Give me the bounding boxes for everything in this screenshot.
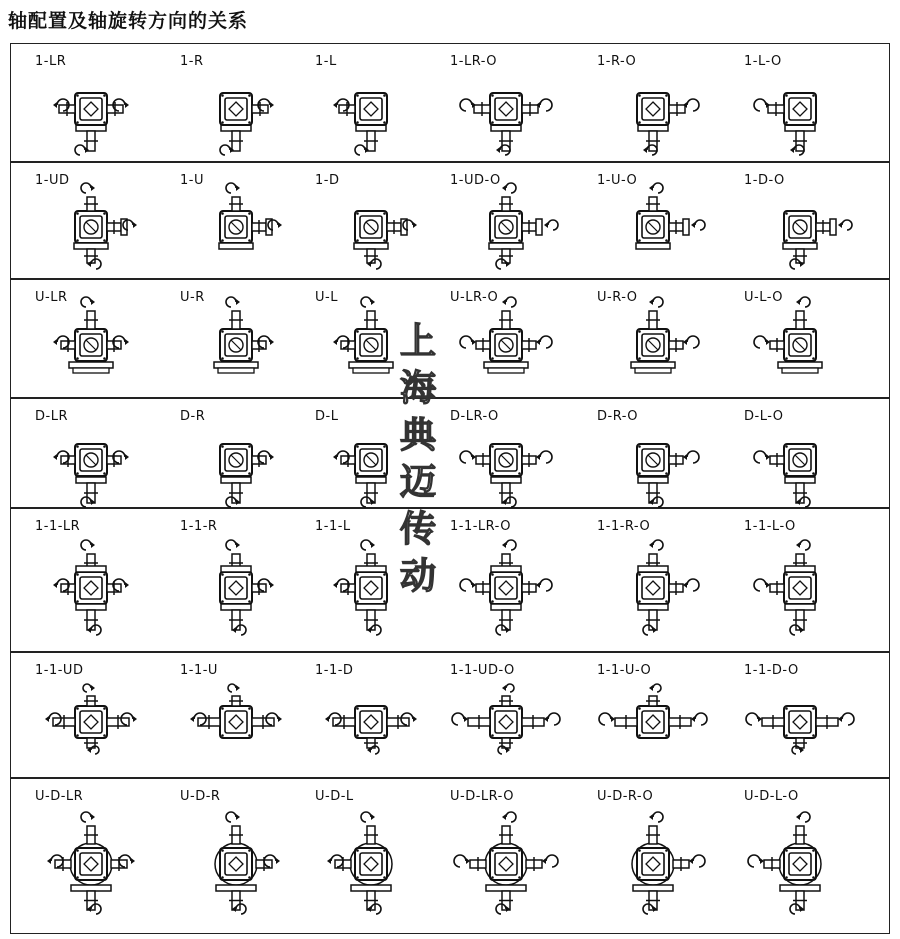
watermark-shanghai-dianmai-transmission	[393, 318, 443, 600]
configuration-cell	[309, 163, 455, 278]
configuration-label: U-D-LR	[35, 789, 84, 804]
configuration-row-double-vertical	[11, 653, 889, 779]
configuration-cell	[29, 509, 175, 651]
configuration-label: D-R-O	[597, 409, 638, 424]
watermark-char: 动	[399, 556, 436, 597]
gearbox-diagram-icon	[591, 653, 737, 779]
configuration-label: 1-1-L-O	[744, 519, 796, 534]
gearbox-diagram-icon	[591, 44, 737, 163]
gearbox-diagram-icon	[29, 399, 175, 509]
configuration-cell	[738, 44, 884, 161]
configuration-cell	[591, 779, 737, 933]
configuration-cell	[591, 653, 737, 777]
configuration-label: 1-1-UD-O	[450, 663, 515, 678]
configuration-cell	[738, 653, 884, 777]
configuration-cell	[591, 280, 737, 397]
configuration-label: 1-D	[315, 173, 340, 188]
configuration-cell	[591, 399, 737, 507]
configuration-label: U-L-O	[744, 290, 784, 305]
watermark-char: 迈	[399, 462, 436, 503]
gearbox-diagram-icon	[174, 399, 320, 509]
gearbox-diagram-icon	[738, 653, 884, 779]
gearbox-diagram-icon	[174, 653, 320, 779]
configuration-cell	[29, 399, 175, 507]
configuration-cell	[738, 280, 884, 397]
configuration-label: 1-1-R	[180, 519, 218, 534]
configuration-label: D-LR	[35, 409, 68, 424]
configuration-label: U-D-L-O	[744, 789, 799, 804]
gearbox-diagram-icon	[591, 163, 737, 280]
configuration-label: 1-R	[180, 54, 204, 69]
configuration-cell	[174, 280, 320, 397]
configuration-cell	[29, 653, 175, 777]
configuration-label: 1-L	[315, 54, 337, 69]
configuration-label: 1-1-LR-O	[450, 519, 511, 534]
configuration-cell	[174, 779, 320, 933]
gearbox-diagram-icon	[29, 44, 175, 163]
configuration-cell	[444, 653, 590, 777]
configuration-cell	[444, 509, 590, 651]
gearbox-diagram-icon	[309, 779, 455, 933]
gearbox-diagram-icon	[444, 399, 590, 509]
configuration-label: D-LR-O	[450, 409, 499, 424]
configuration-label: 1-1-R-O	[597, 519, 651, 534]
gearbox-diagram-icon	[738, 163, 884, 280]
configuration-row-double	[11, 509, 889, 653]
gearbox-diagram-icon	[444, 509, 590, 653]
configuration-label: 1-UD	[35, 173, 70, 188]
gearbox-diagram-icon	[29, 779, 175, 933]
gearbox-diagram-icon	[309, 163, 455, 280]
configuration-cell	[29, 779, 175, 933]
configuration-label: 1-UD-O	[450, 173, 501, 188]
gearbox-diagram-icon	[591, 509, 737, 653]
configuration-label: 1-U	[180, 173, 204, 188]
configuration-cell	[738, 399, 884, 507]
configuration-label: U-D-L	[315, 789, 354, 804]
configuration-cell	[591, 44, 737, 161]
configuration-label: 1-1-U	[180, 663, 218, 678]
configuration-cell	[444, 779, 590, 933]
configuration-cell	[738, 509, 884, 651]
configuration-cell	[444, 163, 590, 278]
gearbox-diagram-icon	[174, 163, 320, 280]
gearbox-diagram-icon	[444, 280, 590, 399]
configuration-label: 1-L-O	[744, 54, 782, 69]
configuration-label: U-R	[180, 290, 205, 305]
configuration-cell	[444, 399, 590, 507]
configuration-cell	[309, 653, 455, 777]
gearbox-diagram-icon	[738, 779, 884, 933]
gearbox-diagram-icon	[591, 280, 737, 399]
configuration-label: 1-R-O	[597, 54, 637, 69]
configuration-label: 1-1-U-O	[597, 663, 652, 678]
configuration-label: U-L	[315, 290, 338, 305]
gearbox-diagram-icon	[309, 653, 455, 779]
gearbox-diagram-icon	[738, 509, 884, 653]
configuration-row-up	[11, 280, 889, 399]
configuration-cell	[444, 280, 590, 397]
gearbox-diagram-icon	[174, 44, 320, 163]
configuration-row-down	[11, 399, 889, 509]
gearbox-diagram-icon	[591, 399, 737, 509]
configuration-label: 1-U-O	[597, 173, 638, 188]
configuration-cell	[29, 280, 175, 397]
configuration-label: D-L	[315, 409, 339, 424]
configuration-label: U-D-R-O	[597, 789, 654, 804]
configuration-label: U-R-O	[597, 290, 638, 305]
watermark-char: 典	[399, 415, 436, 456]
configuration-label: U-LR-O	[450, 290, 499, 305]
configuration-label: D-L-O	[744, 409, 784, 424]
configuration-cell	[309, 44, 455, 161]
watermark-char: 上	[399, 321, 436, 362]
gearbox-diagram-icon	[738, 44, 884, 163]
configuration-cell	[174, 163, 320, 278]
configuration-cell	[174, 399, 320, 507]
configuration-row-single-vertical	[11, 163, 889, 280]
watermark-char: 海	[399, 368, 436, 409]
gearbox-diagram-icon	[444, 653, 590, 779]
gearbox-diagram-icon	[738, 399, 884, 509]
gearbox-diagram-icon	[29, 509, 175, 653]
shaft-configuration-chart	[10, 43, 890, 934]
configuration-label: U-D-R	[180, 789, 221, 804]
gearbox-diagram-icon	[444, 163, 590, 280]
gearbox-diagram-icon	[29, 280, 175, 399]
configuration-cell	[174, 44, 320, 161]
configuration-cell	[29, 163, 175, 278]
configuration-cell	[591, 163, 737, 278]
gearbox-diagram-icon	[174, 509, 320, 653]
configuration-cell	[174, 653, 320, 777]
configuration-label: 1-D-O	[744, 173, 785, 188]
configuration-label: 1-1-D	[315, 663, 354, 678]
gearbox-diagram-icon	[29, 653, 175, 779]
configuration-label: 1-1-LR	[35, 519, 81, 534]
gearbox-diagram-icon	[444, 779, 590, 933]
configuration-label: D-R	[180, 409, 206, 424]
configuration-cell	[309, 779, 455, 933]
gearbox-diagram-icon	[309, 44, 455, 163]
gearbox-diagram-icon	[29, 163, 175, 280]
configuration-cell	[174, 509, 320, 651]
configuration-cell	[444, 44, 590, 161]
page-title: 轴配置及轴旋转方向的关系	[8, 10, 249, 32]
gearbox-diagram-icon	[174, 779, 320, 933]
configuration-label: 1-1-UD	[35, 663, 84, 678]
configuration-cell	[738, 779, 884, 933]
configuration-row-single	[11, 44, 889, 163]
configuration-label: 1-LR-O	[450, 54, 497, 69]
gearbox-diagram-icon	[738, 280, 884, 399]
configuration-cell	[591, 509, 737, 651]
gearbox-diagram-icon	[444, 44, 590, 163]
configuration-cell	[29, 44, 175, 161]
configuration-row-up-down	[11, 779, 889, 933]
gearbox-diagram-icon	[591, 779, 737, 933]
configuration-cell	[738, 163, 884, 278]
configuration-label: 1-LR	[35, 54, 67, 69]
configuration-label: U-D-LR-O	[450, 789, 514, 804]
configuration-label: 1-1-D-O	[744, 663, 799, 678]
configuration-label: U-LR	[35, 290, 68, 305]
gearbox-diagram-icon	[174, 280, 320, 399]
configuration-label: 1-1-L	[315, 519, 351, 534]
watermark-char: 传	[399, 509, 436, 550]
